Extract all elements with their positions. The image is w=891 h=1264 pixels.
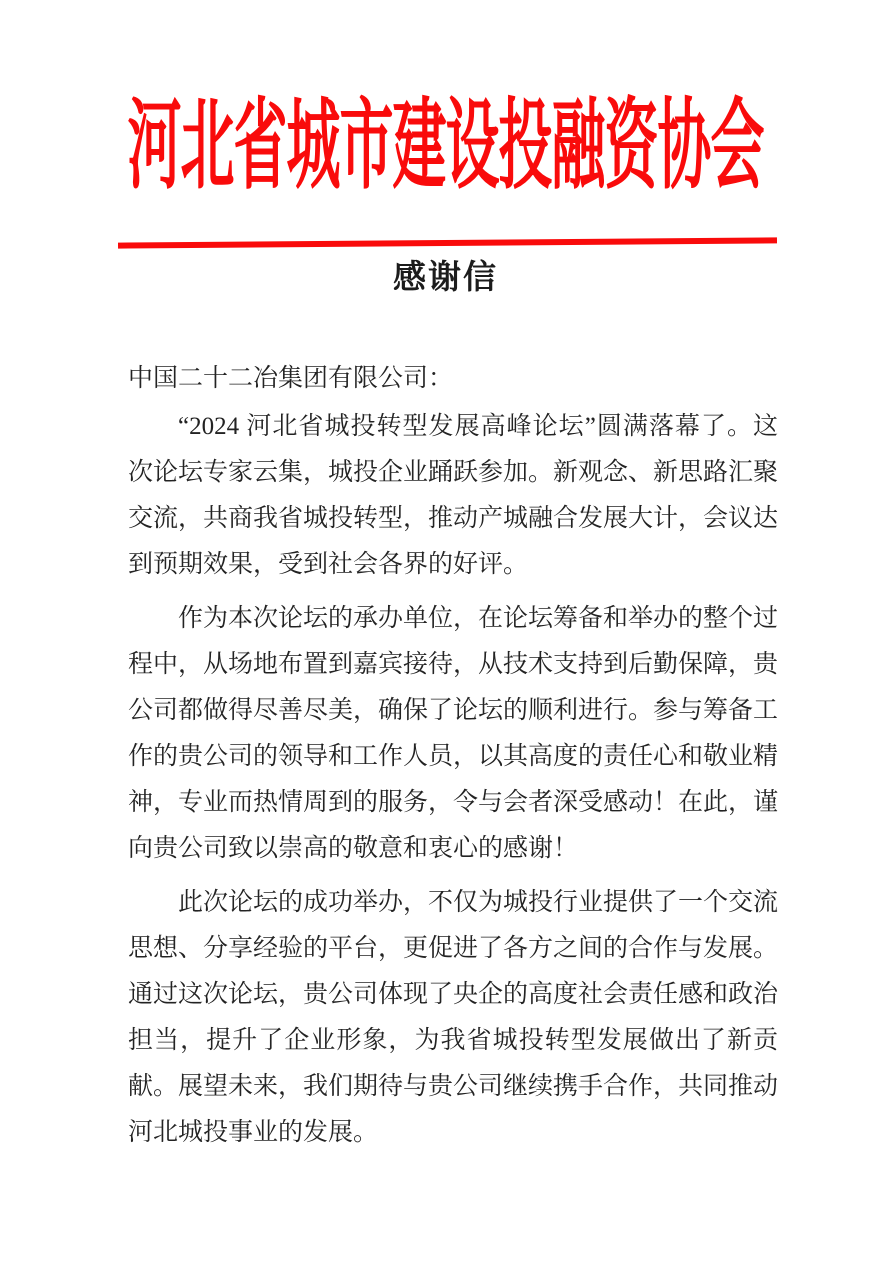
salutation-line: 中国二十二冶集团有限公司： xyxy=(128,365,454,392)
body-paragraph-2: 作为本次论坛的承办单位，在论坛筹备和举办的整个过程中，从场地布置到嘉宾接待，从技术支持到后勤保障，贵公司都做得尽善尽美，确保了论坛的顺利进行。参与筹备工作的贵公司的领导和工作人员，以其高度的责任心和敬业精神，专业而热情周到的服务，令与会者深受感动！在此，谨向贵公司致以崇高的敬意和衷心的感谢！ xyxy=(128,605,779,862)
letterhead-divider-rule xyxy=(118,237,777,248)
letter-title: 感谢信 xyxy=(393,258,498,295)
body-paragraph-3: 此次论坛的成功举办，不仅为城投行业提供了一个交流思想、分享经验的平台，更促进了各方之间的合作与发展。通过这次论坛，贵公司体现了央企的高度社会责任感和政治担当，提升了企业形象，为我省城投转型发展做出了新贡献。展望未来，我们期待与贵公司继续携手合作，共同推动河北城投事业的发展。 xyxy=(128,889,779,1146)
letter-body xyxy=(128,356,778,1164)
letterhead-org-name: 河北省城市建设投融资协会 xyxy=(127,91,764,201)
body-paragraph-1: “2024 河北省城投转型发展高峰论坛”圆满落幕了。这次论坛专家云集，城投企业踊跃参加。新观念、新思路汇聚交流，共商我省城投转型，推动产城融合发展大计，会议达到预期效果，受到社会各界的好评。 xyxy=(128,413,779,578)
